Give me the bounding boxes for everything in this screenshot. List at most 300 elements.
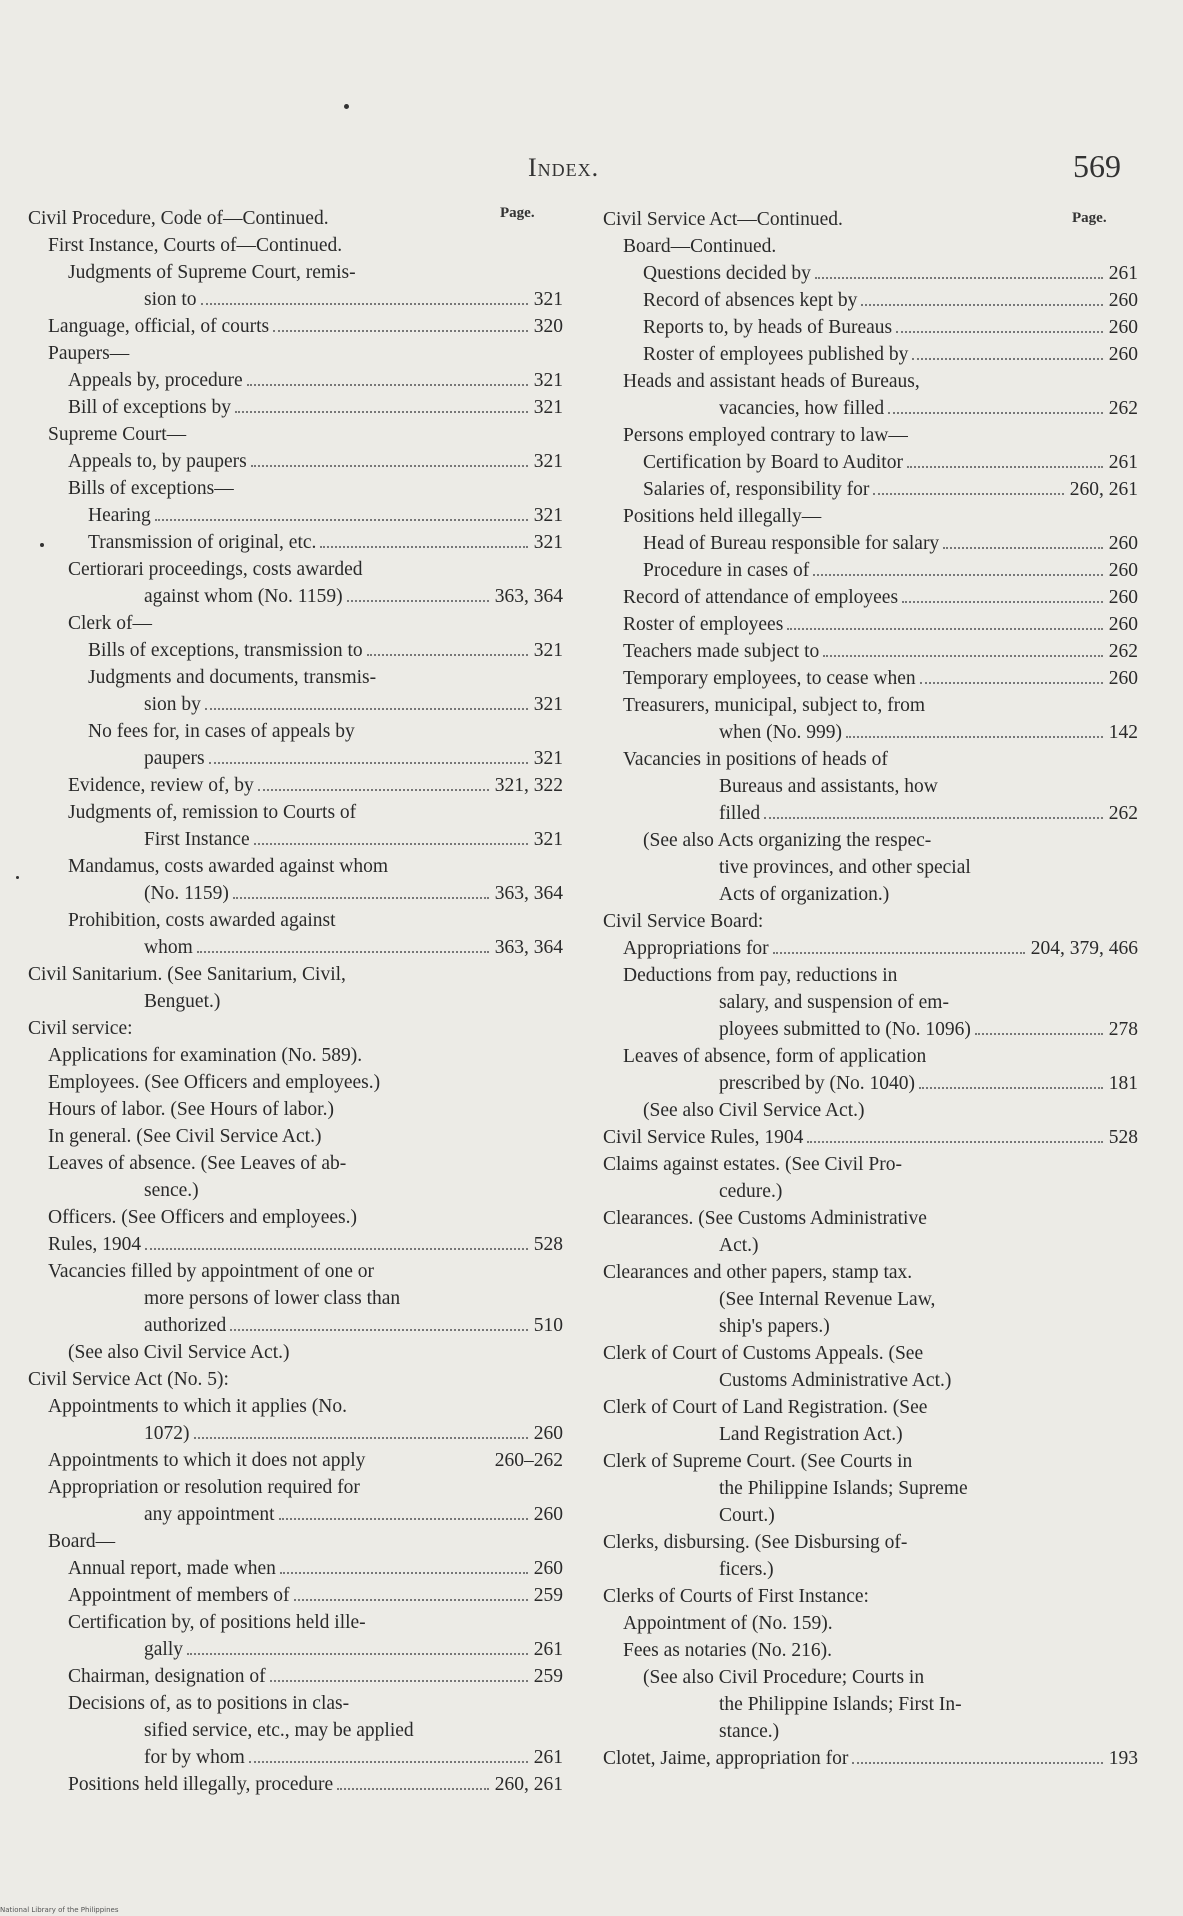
index-entry	[28, 1771, 563, 1798]
index-entry	[603, 1151, 1138, 1178]
index-entry	[603, 233, 1138, 260]
index-entry-text: Appointment of (No. 159).	[623, 1613, 833, 1634]
dot-leader	[187, 1653, 528, 1655]
index-entry-text: Language, official, of courts	[48, 316, 270, 337]
index-entry	[603, 530, 1138, 557]
index-entry-text: Vacancies in positions of heads of	[623, 749, 888, 770]
index-page-reference: 261	[1108, 263, 1138, 284]
index-entry-text: paupers	[144, 748, 205, 769]
index-page-reference: 260	[1108, 344, 1138, 365]
index-entry	[603, 1340, 1138, 1367]
dot-leader	[230, 1329, 527, 1331]
index-entry-text: (See also Acts organizing the respec-	[643, 830, 932, 851]
dot-leader	[273, 330, 528, 332]
index-page-reference: 261	[533, 1639, 563, 1660]
index-entry-text: Record of absences kept by	[643, 290, 858, 311]
page-number: 569	[1073, 148, 1121, 184]
index-entry-text: ficers.)	[719, 1559, 774, 1580]
dot-leader	[233, 897, 489, 899]
index-page-reference: 204, 379, 466	[1030, 938, 1138, 959]
index-entry-text: Employees. (See Officers and employees.)	[48, 1072, 381, 1093]
index-entry-text: Teachers made subject to	[623, 641, 820, 662]
index-entry-text: Bills of exceptions, transmission to	[88, 640, 363, 661]
index-entry-text: Appointment of members of	[68, 1585, 290, 1606]
index-page-reference: 181	[1108, 1073, 1138, 1094]
index-page-reference: 363, 364	[494, 937, 563, 958]
index-entry	[603, 1502, 1138, 1529]
index-entry	[28, 1258, 563, 1285]
index-entry-text: authorized	[144, 1315, 227, 1336]
dot-leader	[773, 952, 1025, 954]
index-entry-text: Appeals to, by paupers	[68, 451, 247, 472]
index-entry-text: Civil Service Rules, 1904	[603, 1127, 804, 1148]
index-entry-text: Positions held illegally, procedure	[68, 1774, 334, 1795]
index-entry-text: prescribed by (No. 1040)	[719, 1073, 916, 1094]
index-page-reference: 261	[1108, 452, 1138, 473]
index-entry	[603, 746, 1138, 773]
page-title-text: Index.	[528, 153, 600, 182]
dot-leader	[807, 1141, 1102, 1143]
index-entry-text: Heads and assistant heads of Bureaus,	[623, 371, 920, 392]
index-entry	[28, 205, 563, 232]
index-entry	[28, 826, 563, 853]
index-entry-text: the Philippine Islands; First In-	[719, 1694, 962, 1715]
index-entry	[603, 611, 1138, 638]
index-entry	[28, 259, 563, 286]
index-entry	[603, 1097, 1138, 1124]
index-entry	[603, 206, 1138, 233]
index-entry-text: In general. (See Civil Service Act.)	[48, 1126, 322, 1147]
index-entry	[28, 934, 563, 961]
dot-leader	[873, 493, 1063, 495]
index-entry	[28, 421, 563, 448]
index-entry	[603, 476, 1138, 503]
index-entry-text: Temporary employees, to cease when	[623, 668, 916, 689]
index-entry	[28, 664, 563, 691]
index-entry-text: Clerks, disbursing. (See Disbursing of-	[603, 1532, 908, 1553]
index-page-reference: 321	[533, 532, 563, 553]
index-entry	[28, 529, 563, 556]
index-entry-text: Certification by, of positions held ille-	[68, 1612, 366, 1633]
index-entry	[603, 827, 1138, 854]
index-entry-text: First Instance	[144, 829, 250, 850]
index-page-reference: 260	[533, 1558, 563, 1579]
index-entry-text: when (No. 999)	[719, 722, 842, 743]
index-entry	[603, 287, 1138, 314]
index-entry	[28, 1042, 563, 1069]
index-entry-text: (See also Civil Procedure; Courts in	[643, 1667, 925, 1688]
index-entry-text: (No. 1159)	[144, 883, 229, 904]
index-page-reference: 259	[533, 1666, 563, 1687]
index-entry	[603, 1394, 1138, 1421]
index-entry-text: Decisions of, as to positions in clas-	[68, 1693, 350, 1714]
index-entry	[603, 1745, 1138, 1772]
index-entry-text: salary, and suspension of em-	[719, 992, 949, 1013]
index-entry-text: Judgments and documents, transmis-	[88, 667, 377, 688]
index-page-reference: 510	[533, 1315, 563, 1336]
index-entry	[28, 232, 563, 259]
index-entry	[603, 1448, 1138, 1475]
dot-leader	[247, 384, 528, 386]
index-entry-text: Civil Service Act (No. 5):	[28, 1369, 229, 1390]
index-entry-text: Certification by Board to Auditor	[643, 452, 903, 473]
index-entry-text: Acts of organization.)	[719, 884, 890, 905]
index-entry-text: sion to	[144, 289, 197, 310]
index-entry-text: 1072)	[144, 1423, 190, 1444]
index-entry	[603, 1016, 1138, 1043]
index-entry-text: tive provinces, and other special	[719, 857, 971, 878]
dot-leader	[367, 654, 528, 656]
index-entry-text: Officers. (See Officers and employees.)	[48, 1207, 357, 1228]
index-entry	[603, 449, 1138, 476]
index-page-reference: 260	[533, 1504, 563, 1525]
index-entry-text: more persons of lower class than	[144, 1288, 401, 1309]
index-entry	[28, 1015, 563, 1042]
index-entry	[28, 1582, 563, 1609]
index-entry-text: Clerk of—	[68, 613, 152, 634]
index-entry-text: ployees submitted to (No. 1096)	[719, 1019, 971, 1040]
index-entry-text: Benguet.)	[144, 991, 221, 1012]
index-entry-text: Board—Continued.	[623, 236, 777, 257]
index-entry-text: Deductions from pay, reductions in	[623, 965, 898, 986]
index-entry	[603, 1367, 1138, 1394]
index-entry	[603, 854, 1138, 881]
right-page-column-label: Page.	[1072, 210, 1107, 226]
index-entry	[28, 772, 563, 799]
index-entry	[603, 503, 1138, 530]
index-entry	[603, 1124, 1138, 1151]
index-entry-text: Clerk of Supreme Court. (See Courts in	[603, 1451, 913, 1472]
index-entry	[603, 1691, 1138, 1718]
index-entry	[28, 1204, 563, 1231]
index-entry-text: Judgments of, remission to Courts of	[68, 802, 357, 823]
index-entry	[28, 1501, 563, 1528]
index-page-reference: 260	[1108, 587, 1138, 608]
index-entry	[28, 556, 563, 583]
index-entry-text: Appropriations for	[623, 938, 769, 959]
index-entry	[28, 394, 563, 421]
index-entry	[28, 448, 563, 475]
index-entry-text: Fees as notaries (No. 216).	[623, 1640, 833, 1661]
index-entry	[28, 313, 563, 340]
dot-leader	[235, 411, 528, 413]
dot-leader	[764, 817, 1103, 819]
index-page-reference: 262	[1108, 398, 1138, 419]
index-entry-text: Salaries of, responsibility for	[643, 479, 870, 500]
dot-leader	[249, 1761, 528, 1763]
index-entry-text: Bureaus and assistants, how	[719, 776, 938, 797]
index-entry	[28, 1609, 563, 1636]
dot-leader	[815, 277, 1103, 279]
index-entry	[603, 1205, 1138, 1232]
index-entry	[28, 691, 563, 718]
index-entry-text: Civil Procedure, Code of—Continued.	[28, 208, 329, 229]
dot-leader	[823, 655, 1102, 657]
index-page-reference: 321, 322	[494, 775, 563, 796]
dot-leader	[320, 546, 527, 548]
index-entry-text: Appointments to which it applies (No.	[48, 1396, 347, 1417]
index-entry-text: Bills of exceptions—	[68, 478, 234, 499]
index-entry	[603, 1259, 1138, 1286]
dot-leader	[197, 951, 489, 953]
index-entry-text: any appointment	[144, 1504, 275, 1525]
index-entry	[28, 340, 563, 367]
index-page-reference: 259	[533, 1585, 563, 1606]
index-entry-text: Bill of exceptions by	[68, 397, 232, 418]
index-page-reference: 260	[533, 1423, 563, 1444]
index-entry-text: Procedure in cases of	[643, 560, 810, 581]
index-entry-text: sified service, etc., may be applied	[144, 1720, 414, 1741]
index-entry	[28, 637, 563, 664]
dot-leader	[852, 1762, 1102, 1764]
index-page-reference: 142	[1108, 722, 1138, 743]
index-entry	[603, 773, 1138, 800]
index-entry-text: Judgments of Supreme Court, remis-	[68, 262, 356, 283]
index-entry-text: sion by	[144, 694, 201, 715]
index-entry	[28, 1366, 563, 1393]
index-page-reference: 262	[1108, 641, 1138, 662]
index-entry	[603, 1286, 1138, 1313]
index-page-reference: 321	[533, 370, 563, 391]
index-page-reference: 262	[1108, 803, 1138, 824]
index-entry	[603, 881, 1138, 908]
index-entry-text: Civil Service Act—Continued.	[603, 209, 843, 230]
index-entry-text: Clotet, Jaime, appropriation for	[603, 1748, 849, 1769]
index-entry	[28, 286, 563, 313]
dot-leader	[251, 465, 528, 467]
dot-leader	[254, 843, 528, 845]
index-page-reference: 320	[533, 316, 563, 337]
index-entry-text: Customs Administrative Act.)	[719, 1370, 952, 1391]
index-entry	[28, 1096, 563, 1123]
index-entry-text: Clerks of Courts of First Instance:	[603, 1586, 869, 1607]
index-entry	[603, 692, 1138, 719]
index-entry	[28, 718, 563, 745]
index-page-reference: 321	[533, 694, 563, 715]
index-entry-text: (See Internal Revenue Law,	[719, 1289, 936, 1310]
index-entry-text: No fees for, in cases of appeals by	[88, 721, 355, 742]
index-entry	[603, 962, 1138, 989]
index-entry	[603, 1232, 1138, 1259]
index-entry-text: Chairman, designation of	[68, 1666, 266, 1687]
index-entry	[603, 1556, 1138, 1583]
index-entry	[28, 1339, 563, 1366]
index-entry-text: First Instance, Courts of—Continued.	[48, 235, 343, 256]
index-entry-text: Paupers—	[48, 343, 130, 364]
index-page-reference: 260	[1108, 668, 1138, 689]
index-entry	[603, 1529, 1138, 1556]
index-entry	[28, 1474, 563, 1501]
index-entry	[28, 1420, 563, 1447]
index-entry-text: Land Registration Act.)	[719, 1424, 903, 1445]
index-entry	[603, 584, 1138, 611]
index-entry	[28, 1069, 563, 1096]
index-entry-text: (See also Civil Service Act.)	[68, 1342, 290, 1363]
index-entry	[603, 557, 1138, 584]
index-entry	[603, 1637, 1138, 1664]
index-entry	[603, 1421, 1138, 1448]
index-entry-text: Roster of employees published by	[643, 344, 909, 365]
index-entry	[603, 908, 1138, 935]
index-entry	[603, 935, 1138, 962]
index-entry-text: Vacancies filled by appointment of one or	[48, 1261, 374, 1282]
index-entry-text: Reports to, by heads of Bureaus	[643, 317, 893, 338]
index-page-reference: 528	[533, 1234, 563, 1255]
index-entry	[28, 502, 563, 529]
dot-leader	[155, 519, 528, 521]
index-entry-text: Rules, 1904	[48, 1234, 142, 1255]
index-entry	[28, 961, 563, 988]
index-entry	[28, 1312, 563, 1339]
index-page-reference: 321	[533, 829, 563, 850]
index-entry-text: Prohibition, costs awarded against	[68, 910, 336, 931]
index-entry-text: Hours of labor. (See Hours of labor.)	[48, 1099, 334, 1120]
index-entry-text: Appropriation or resolution required for	[48, 1477, 360, 1498]
dot-leader	[846, 736, 1103, 738]
index-entry	[603, 1610, 1138, 1637]
index-entry	[603, 341, 1138, 368]
index-entry-text: stance.)	[719, 1721, 780, 1742]
footer-credit: National Library of the Philippines	[0, 1906, 119, 1914]
index-entry-text: gally	[144, 1639, 183, 1660]
ink-speck	[16, 876, 19, 879]
index-entry-text: Clerk of Court of Customs Appeals. (See	[603, 1343, 924, 1364]
index-entry	[28, 1285, 563, 1312]
index-entry-text: the Philippine Islands; Supreme	[719, 1478, 968, 1499]
index-entry-text: Hearing	[88, 505, 151, 526]
index-entry-text: Clearances. (See Customs Administrative	[603, 1208, 927, 1229]
index-entry-text: Civil service:	[28, 1018, 133, 1039]
index-entry	[28, 853, 563, 880]
index-entry-text: Civil Service Board:	[603, 911, 764, 932]
index-page-reference: 321	[533, 505, 563, 526]
ink-speck	[344, 104, 349, 109]
dot-leader	[787, 628, 1102, 630]
dot-leader	[907, 466, 1103, 468]
index-entry-text: Clearances and other papers, stamp tax.	[603, 1262, 913, 1283]
index-entry	[28, 1528, 563, 1555]
index-entry	[28, 988, 563, 1015]
index-entry	[603, 1070, 1138, 1097]
index-entry	[28, 880, 563, 907]
index-entry-text: Leaves of absence, form of application	[623, 1046, 927, 1067]
index-entry	[28, 907, 563, 934]
dot-leader	[920, 682, 1103, 684]
dot-leader	[912, 358, 1102, 360]
index-entry	[28, 475, 563, 502]
index-entry-text: Appeals by, procedure	[68, 370, 243, 391]
dot-leader	[975, 1033, 1103, 1035]
index-page-reference: 321	[533, 748, 563, 769]
index-entry-text: for by whom	[144, 1747, 245, 1768]
left-page-column-label: Page.	[500, 205, 535, 221]
index-page-reference: 321	[533, 289, 563, 310]
dot-leader	[902, 601, 1103, 603]
index-entry	[603, 260, 1138, 287]
index-page-reference: 260, 261	[1069, 479, 1138, 500]
index-entry-text: against whom (No. 1159)	[144, 586, 343, 607]
index-page-reference: 528	[1108, 1127, 1138, 1148]
dot-leader	[813, 574, 1103, 576]
index-page-reference: 193	[1108, 1748, 1138, 1769]
index-entry-text: Record of attendance of employees	[623, 587, 899, 608]
index-entry	[603, 1718, 1138, 1745]
index-entry-text: Supreme Court—	[48, 424, 187, 445]
index-entry-text: sence.)	[144, 1180, 199, 1201]
dot-leader	[861, 304, 1102, 306]
index-page-reference: 321	[533, 451, 563, 472]
index-page-reference: 260	[1108, 317, 1138, 338]
index-page-reference: 260	[1108, 290, 1138, 311]
index-entry	[603, 1664, 1138, 1691]
index-entry	[603, 314, 1138, 341]
index-page-reference: 260	[1108, 614, 1138, 635]
index-entry-text: filled	[719, 803, 761, 824]
index-entry	[603, 665, 1138, 692]
index-entry-text: Roster of employees	[623, 614, 784, 635]
index-entry	[603, 638, 1138, 665]
dot-leader	[279, 1518, 528, 1520]
index-entry	[28, 610, 563, 637]
index-entry	[603, 1475, 1138, 1502]
dot-leader	[896, 331, 1103, 333]
index-entry-text: Court.)	[719, 1505, 775, 1526]
index-entry	[28, 1636, 563, 1663]
index-entry	[28, 1717, 563, 1744]
dot-leader	[258, 789, 489, 791]
index-entry-text: Evidence, review of, by	[68, 775, 254, 796]
index-entry	[603, 1583, 1138, 1610]
dot-leader	[205, 708, 528, 710]
dot-leader	[280, 1572, 528, 1574]
index-entry	[28, 583, 563, 610]
index-entry	[28, 1744, 563, 1771]
index-entry-text: Claims against estates. (See Civil Pro-	[603, 1154, 902, 1175]
index-entry-text: Certiorari proceedings, costs awarded	[68, 559, 363, 580]
index-entry	[28, 799, 563, 826]
index-entry-text: cedure.)	[719, 1181, 783, 1202]
index-page-reference: 363, 364	[494, 586, 563, 607]
dot-leader	[888, 412, 1103, 414]
index-entry-text: Act.)	[719, 1235, 759, 1256]
page-title	[528, 153, 599, 183]
index-entry	[603, 368, 1138, 395]
index-entry	[28, 1150, 563, 1177]
right-index-column	[603, 206, 1138, 1772]
index-entry-text: Applications for examination (No. 589).	[48, 1045, 363, 1066]
index-entry-text: Questions decided by	[643, 263, 811, 284]
index-entry	[603, 719, 1138, 746]
dot-leader	[347, 600, 489, 602]
index-entry-text: Positions held illegally—	[623, 506, 822, 527]
index-entry-text: Treasurers, municipal, subject to, from	[623, 695, 926, 716]
index-entry	[603, 395, 1138, 422]
index-entry	[28, 1177, 563, 1204]
index-entry	[28, 1123, 563, 1150]
dot-leader	[209, 762, 528, 764]
index-entry	[603, 422, 1138, 449]
dot-leader	[337, 1788, 489, 1790]
index-entry	[28, 1393, 563, 1420]
index-entry-text: Mandamus, costs awarded against whom	[68, 856, 389, 877]
dot-leader	[194, 1437, 528, 1439]
dot-leader	[145, 1248, 528, 1250]
index-entry	[28, 1447, 563, 1474]
index-entry	[603, 1178, 1138, 1205]
index-page-reference: 260	[1108, 560, 1138, 581]
dot-leader	[943, 547, 1103, 549]
index-page-reference: 278	[1108, 1019, 1138, 1040]
